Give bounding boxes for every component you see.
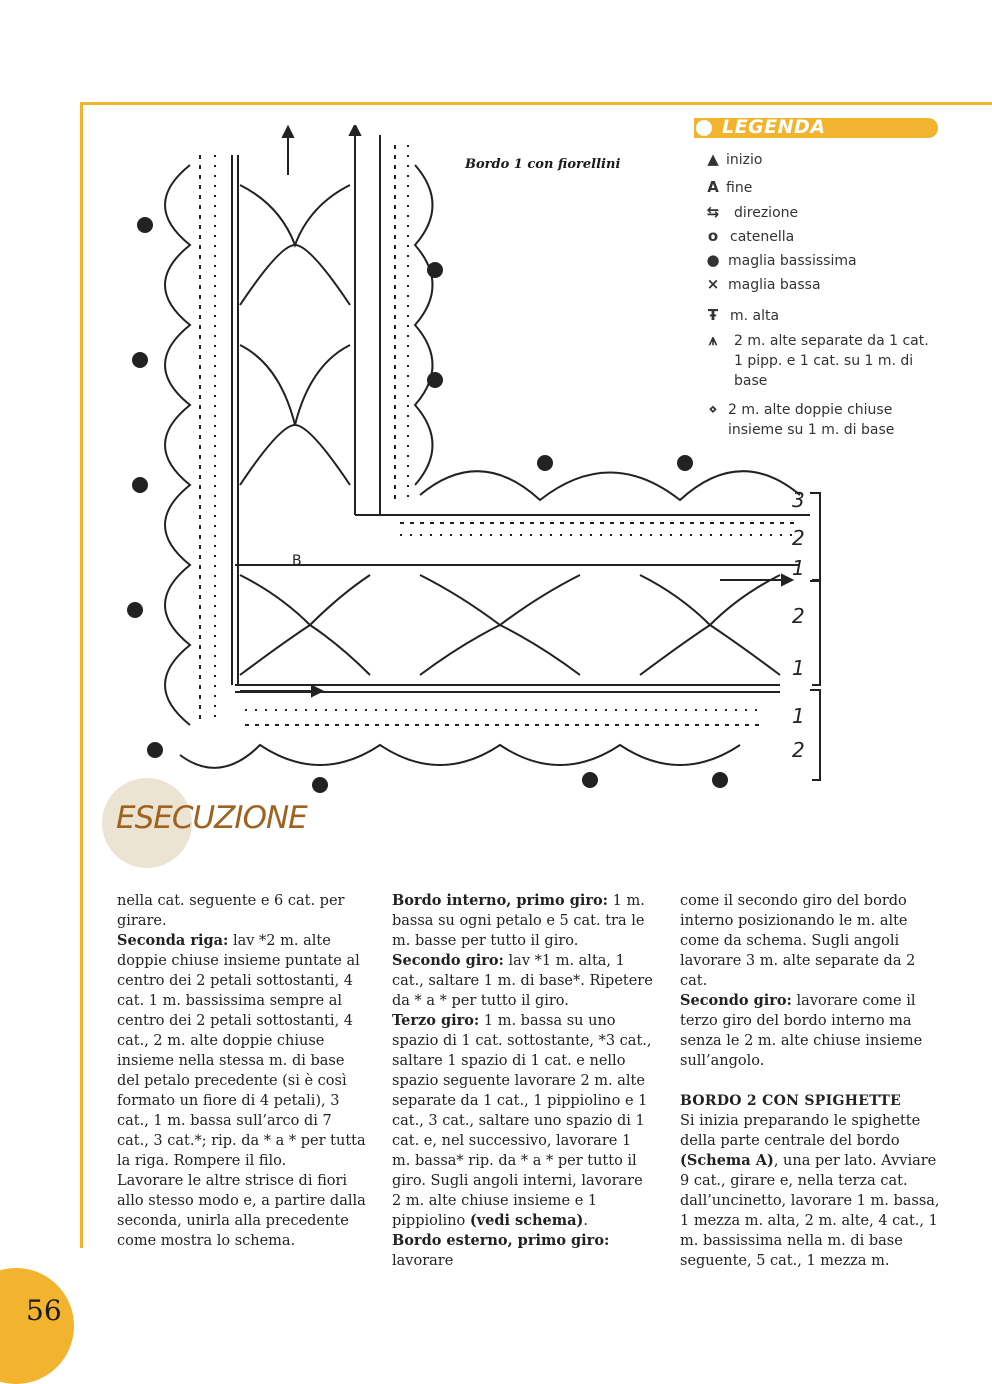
- diagram-scallop: [415, 165, 433, 485]
- paragraph: come il secondo giro del bordo interno posizionando le m. alte come da schema. Sugli angoli lavorare 3 m. alte separate da 2 cat.: [680, 893, 916, 989]
- row-label: 1: [792, 556, 805, 580]
- row-bracket: [810, 493, 820, 580]
- paragraph-text: , una per lato. Avviare 9 cat., girare e, nella terza cat. dall’uncinetto, lavorare 1 m. bassa, 1 mezza m. alta, 2 m. alte, 4 cat., 1 m. bassissima nella m. di base seguente, 5 cat., 1 mezza m.: [680, 1153, 940, 1269]
- double-crochet-picot-icon: ⩚: [708, 331, 718, 349]
- section-title: ESECUZIONE: [116, 800, 307, 836]
- paragraph-label: Seconda riga:: [117, 932, 229, 949]
- row-label: 1: [792, 704, 805, 728]
- text-column-3: [680, 891, 942, 1271]
- double-crochet-icon: Ŧ: [707, 306, 719, 324]
- diagram-picot: [132, 352, 148, 368]
- diagram-petal: [240, 345, 350, 485]
- diagram-picot: [712, 772, 728, 788]
- row-label: 2: [792, 604, 805, 628]
- diagram-picot: [127, 602, 143, 618]
- paragraph-text: 1 m. bassa su uno spazio di 1 cat. sottostante, *3 cat., saltare 1 spazio di 1 cat. e nello spazio seguente lavorare 2 m. alte separate da 1 cat., 1 pippiolino e 1 cat., 3 cat., saltare uno spazio di 1 cat. e, nel successivo, lavorare 1 m. bassa* rip. da * a * per tutto il giro. Sugli angoli interni, lavorare 2 m. alte chiuse insieme e 1 pippiolino: [392, 1013, 652, 1229]
- diagram-picot: [137, 217, 153, 233]
- paragraph: Lavorare le altre strisce di fiori allo stesso modo e, a partire dalla seconda, unirla alla precedente come mostra lo schema.: [117, 1173, 366, 1249]
- single-crochet-icon: ×: [706, 275, 720, 293]
- paragraph-text: lavorare come il terzo giro del bordo interno ma senza le 2 m. alte chiuse insieme sull’angolo.: [680, 993, 923, 1069]
- legend-label: m. alta: [730, 308, 780, 324]
- diagram-picot: [582, 772, 598, 788]
- paragraph-label: Terzo giro:: [392, 1012, 480, 1029]
- paragraph-text: lavorare: [392, 1253, 454, 1269]
- legend-label: direzione: [734, 205, 799, 221]
- paragraph-text: lav *2 m. alte doppie chiuse insieme puntate al centro dei 2 petali sottostanti, 4 cat. 1 m. bassissima sempre al centro dei 2 petali sottostanti, 4 cat., 2 m. alte doppie chiuse insieme nella stessa m. di base del petalo precedente (si è così formato un fiore di 4 petali), 3 cat., 1 m. bassa sull’arco di 7 cat., 3 cat.*; rip. da * a * per tutta la riga. Rompere il filo.: [117, 933, 366, 1169]
- paragraph-label: Bordo esterno, primo giro:: [392, 1232, 610, 1249]
- paragraph-label: Secondo giro:: [392, 952, 504, 969]
- paragraph: [680, 991, 942, 1071]
- legend-label: catenella: [730, 229, 795, 245]
- paragraph: [680, 1111, 942, 1271]
- paragraph: [392, 1231, 654, 1271]
- row-bracket: [810, 690, 820, 780]
- paragraph-text: lav *1 m. alta, 1 cat., saltare 1 m. di base*. Ripetere da * a * per tutto il giro.: [392, 953, 653, 1009]
- diagram-arrow-head: [283, 127, 293, 137]
- paragraph-emphasis: (Schema A): [680, 1152, 774, 1169]
- diagram-picot: [312, 777, 328, 793]
- paragraph-text: 1 m. bassa su ogni petalo e 5 cat. tra le m. basse per tutto il giro.: [392, 893, 645, 949]
- paragraph-label: Secondo giro:: [680, 992, 792, 1009]
- diagram-picot: [132, 477, 148, 493]
- row-label: 2: [792, 526, 805, 550]
- paragraph: [392, 951, 654, 1011]
- diagram-arrow-head: [782, 575, 792, 585]
- paragraph-emphasis: (vedi schema): [469, 1212, 584, 1229]
- legend-label: 2 m. alte separate da 1 cat. 1 pipp. e 1 cat. su 1 m. di base: [734, 333, 929, 389]
- legend-label: inizio: [726, 152, 763, 168]
- diagram-picot: [537, 455, 553, 471]
- paragraph: [117, 931, 367, 1171]
- paragraph-text: .: [583, 1213, 588, 1229]
- diagram-scallop: [165, 165, 190, 725]
- diagram-arrow-head: [350, 125, 360, 135]
- row-label: 2: [792, 738, 805, 762]
- diagram-scallop: [180, 745, 740, 768]
- diagram-title: Bordo 1 con fiorellini: [465, 157, 621, 172]
- page-number: 56: [26, 1294, 62, 1327]
- paragraph-label: Bordo interno, primo giro:: [392, 892, 609, 909]
- diagram-picot: [147, 742, 163, 758]
- row-bracket: [810, 581, 820, 685]
- diagram-petal: [240, 575, 370, 675]
- paragraph-text: Si inizia preparando le spighette della parte centrale del bordo: [680, 1113, 921, 1149]
- text-column-2: [392, 891, 654, 1271]
- diagram-picot: [427, 372, 443, 388]
- text-column-1: [117, 891, 367, 1251]
- legend-label: fine: [726, 180, 753, 196]
- top-frame-line: [80, 102, 992, 105]
- legend-label: maglia bassa: [728, 277, 821, 293]
- legend-label: 2 m. alte doppie chiuse insieme su 1 m. di base: [728, 402, 895, 438]
- crochet-diagram: [120, 125, 830, 805]
- diagram-arrow-head: [312, 686, 322, 696]
- subsection-heading: BORDO 2 CON SPIGHETTE: [680, 1093, 902, 1109]
- diagram-picot: [677, 455, 693, 471]
- left-frame-line: [80, 102, 83, 1248]
- paragraph: [392, 891, 654, 951]
- diagram-marker: B: [292, 553, 302, 569]
- direction-arrows-icon: ⇆: [706, 203, 720, 221]
- cluster-stitch-icon: ⋄: [708, 400, 718, 418]
- diagram-picot: [427, 262, 443, 278]
- legend-title: LEGENDA: [722, 116, 826, 138]
- diagram-petal: [240, 185, 350, 305]
- diagram-petal: [420, 575, 580, 675]
- end-arrow-icon: A: [707, 178, 719, 196]
- legend-label: maglia bassissima: [728, 253, 857, 269]
- row-label: 1: [792, 656, 805, 680]
- start-arrow-icon: ▲: [707, 150, 719, 168]
- paragraph: [392, 1011, 654, 1231]
- row-label: 3: [792, 488, 805, 512]
- slip-stitch-icon: ●: [706, 251, 720, 269]
- diagram-scallop: [420, 471, 800, 500]
- chain-stitch-icon: o: [707, 227, 719, 245]
- diagram-petal: [640, 575, 780, 675]
- paragraph: nella cat. seguente e 6 cat. per girare.: [117, 893, 345, 929]
